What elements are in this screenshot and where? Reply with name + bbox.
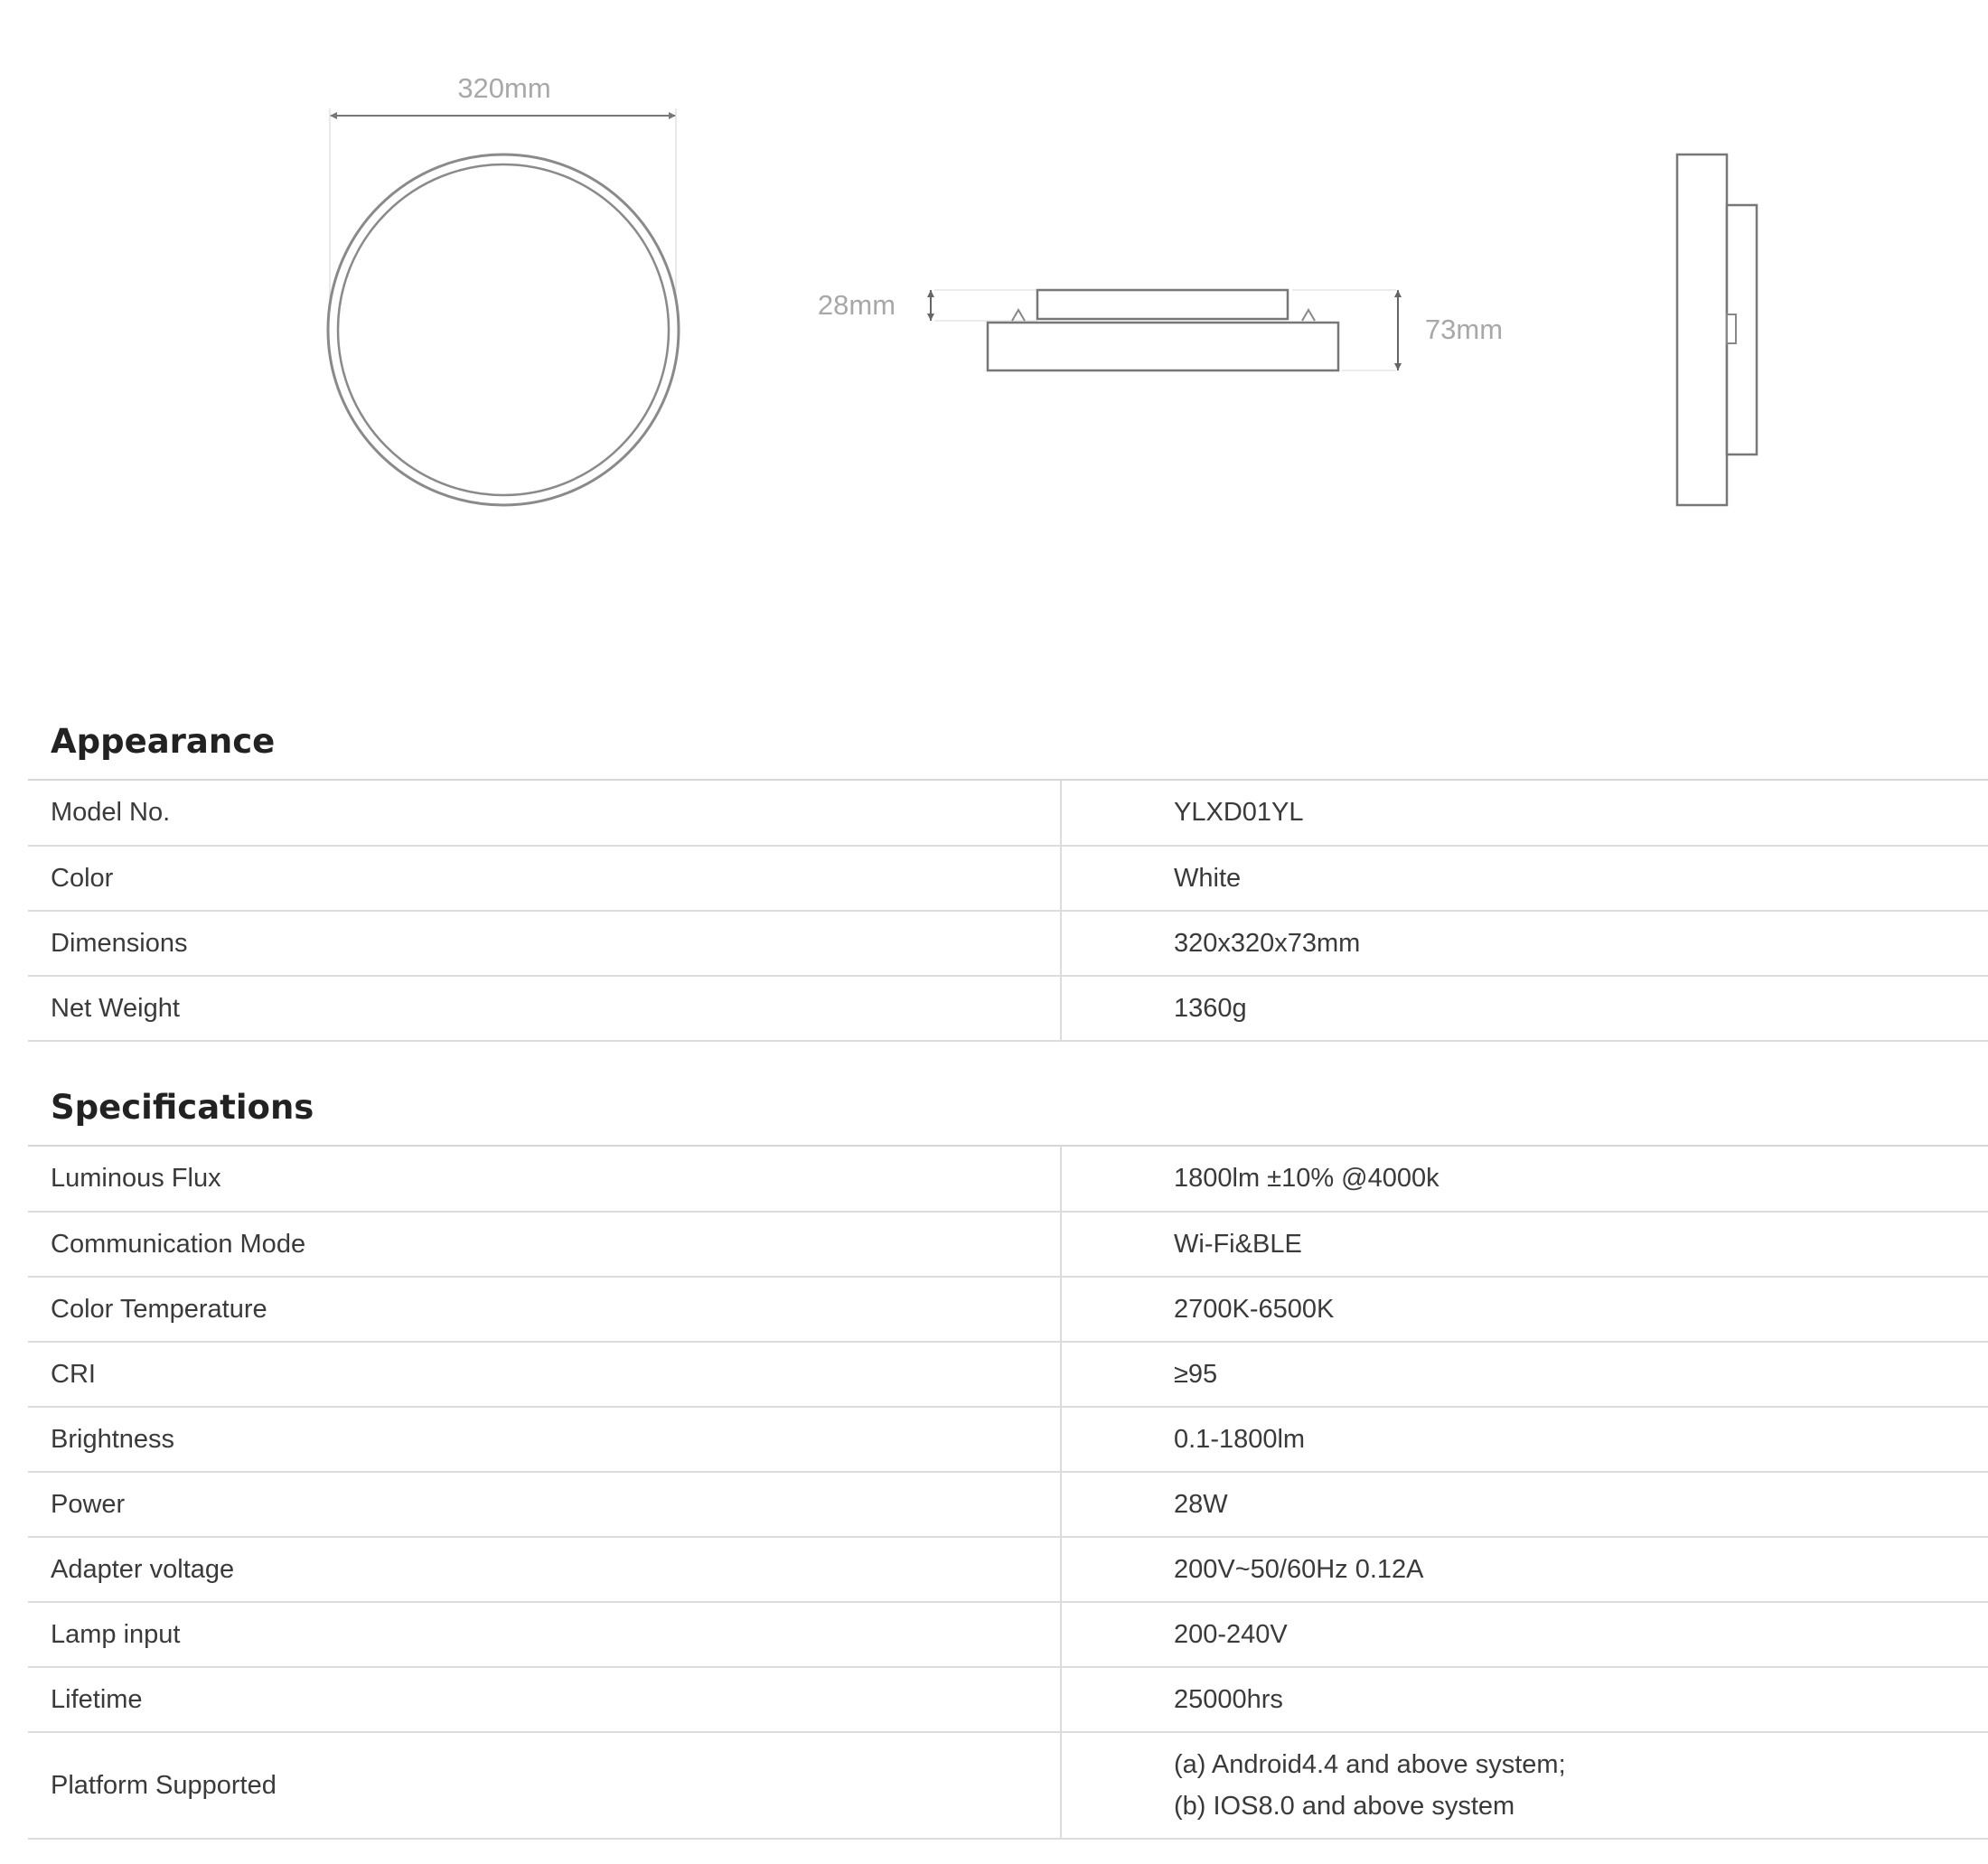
spec-value: 1800lm ±10% @4000k	[1061, 1147, 1988, 1212]
spec-value: 28W	[1061, 1472, 1988, 1537]
spec-value: 1360g	[1061, 976, 1988, 1041]
side-view-drawing	[818, 289, 1503, 370]
table-row	[28, 1732, 1988, 1839]
thickness-dimension-label: 28mm	[817, 289, 896, 321]
table-row	[28, 911, 1988, 976]
table-row	[28, 1602, 1988, 1667]
table-row	[28, 846, 1988, 911]
height-dimension-label: 73mm	[1424, 314, 1504, 345]
table-row	[28, 1667, 1988, 1732]
spec-label: Dimensions	[28, 911, 1061, 976]
top-view-drawing	[328, 72, 679, 505]
table-row	[28, 976, 1988, 1041]
spec-value-line: (a) Android4.4 and above system;	[1174, 1750, 1566, 1779]
spec-value: 0.1-1800lm	[1061, 1407, 1988, 1472]
specifications-table	[28, 1147, 1988, 1840]
product-dimension-drawings	[0, 0, 1988, 632]
spec-value: 2700K-6500K	[1061, 1277, 1988, 1342]
table-row	[28, 1407, 1988, 1472]
spec-label: CRI	[28, 1342, 1061, 1407]
spec-label: Model No.	[28, 781, 1061, 846]
spec-label: Platform Supported	[28, 1732, 1061, 1839]
spec-label: Color Temperature	[28, 1277, 1061, 1342]
spec-label: Luminous Flux	[28, 1147, 1061, 1212]
width-dimension-label: 320mm	[457, 72, 551, 104]
spec-label: Net Weight	[28, 976, 1061, 1041]
spec-label: Power	[28, 1472, 1061, 1537]
spec-value: ≥95	[1061, 1342, 1988, 1407]
table-row	[28, 1342, 1988, 1407]
table-row	[28, 1212, 1988, 1277]
spec-label: Communication Mode	[28, 1212, 1061, 1277]
table-row	[28, 1472, 1988, 1537]
spec-label: Adapter voltage	[28, 1537, 1061, 1602]
spec-value: White	[1061, 846, 1988, 911]
spec-label: Lamp input	[28, 1602, 1061, 1667]
spec-value-line: (b) IOS8.0 and above system	[1174, 1792, 1515, 1821]
spec-value: 320x320x73mm	[1061, 911, 1988, 976]
specifications-heading: Specifications	[28, 1069, 1988, 1147]
spec-value-multiline	[1061, 1732, 1988, 1839]
profile-view-drawing	[1677, 155, 1757, 505]
appearance-section	[28, 703, 1988, 1042]
spec-value: 200-240V	[1061, 1602, 1988, 1667]
dimension-drawing-svg	[0, 0, 1988, 632]
table-row	[28, 781, 1988, 846]
spec-value: YLXD01YL	[1061, 781, 1988, 846]
table-row	[28, 1147, 1988, 1212]
table-row	[28, 1277, 1988, 1342]
spec-label: Lifetime	[28, 1667, 1061, 1732]
spec-label: Brightness	[28, 1407, 1061, 1472]
specifications-section	[28, 1069, 1988, 1840]
spec-value: 25000hrs	[1061, 1667, 1988, 1732]
appearance-table	[28, 781, 1988, 1042]
spec-label: Color	[28, 846, 1061, 911]
appearance-heading: Appearance	[28, 703, 1988, 781]
table-row	[28, 1537, 1988, 1602]
spec-value: 200V~50/60Hz 0.12A	[1061, 1537, 1988, 1602]
spec-value: Wi-Fi&BLE	[1061, 1212, 1988, 1277]
